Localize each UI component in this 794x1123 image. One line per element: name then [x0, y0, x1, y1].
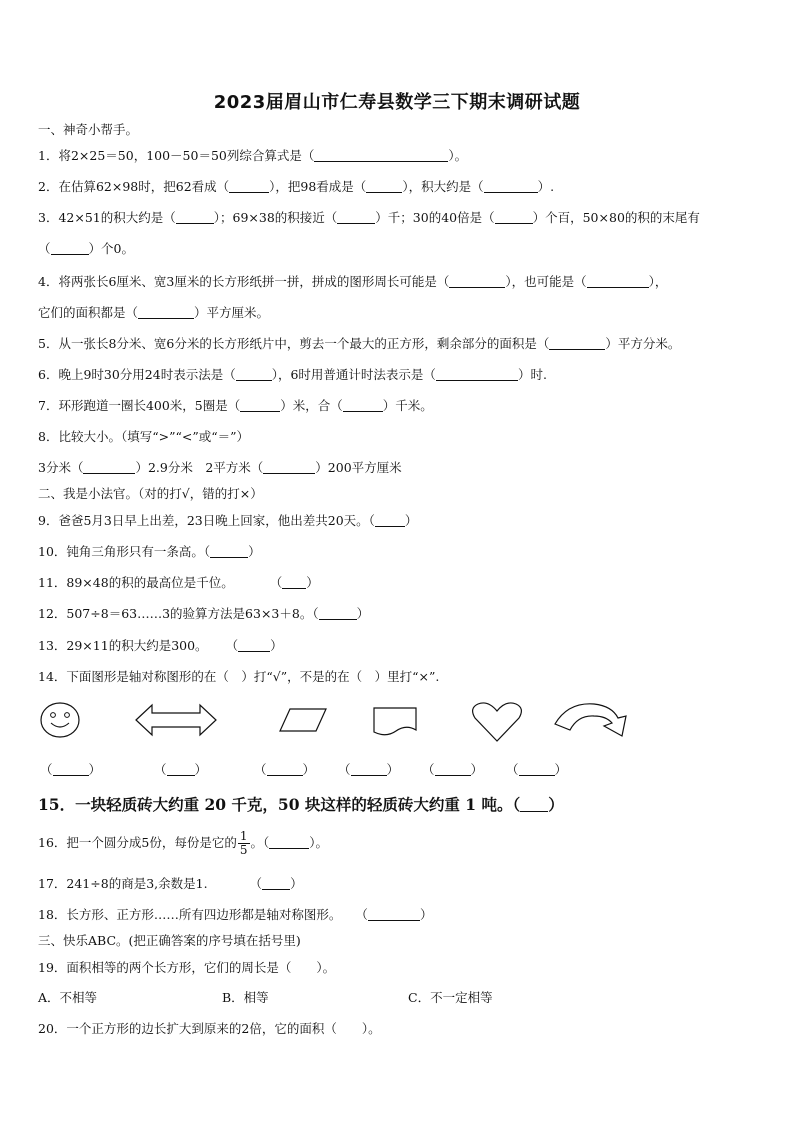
- q17-text-end: ）: [290, 876, 303, 891]
- q16-text: 16．把一个圆分成5份，每份是它的: [38, 835, 237, 850]
- question-19: 19．面积相等的两个长方形，它们的周长是（ ）。: [38, 960, 336, 975]
- fraction-numerator: 1: [239, 829, 248, 843]
- q11-text-end: ）: [306, 575, 319, 590]
- q11-text: 11．89×48的积的最高位是千位。: [38, 575, 234, 590]
- q11-paren-open: （: [269, 575, 283, 590]
- q3-blank-3[interactable]: [495, 211, 533, 224]
- section-1-heading: 一、神奇小帮手。: [38, 122, 139, 137]
- question-2: [38, 177, 554, 195]
- q14-blank-5[interactable]: [435, 765, 471, 776]
- q14-paren-open: （: [506, 762, 519, 777]
- page-title: 2023届眉山市仁寿县数学三下期末调研试题: [213, 92, 581, 113]
- q6-blank-2[interactable]: [436, 368, 518, 381]
- q15-text-end: ）: [548, 795, 564, 814]
- question-4-cont: [38, 303, 269, 321]
- q14-answer-2[interactable]: [154, 760, 207, 778]
- question-10: [38, 542, 261, 560]
- q1-text: 1．将2×25＝50，100－50＝50列综合算式是（: [38, 148, 315, 163]
- q4-text-c: ），: [648, 274, 668, 289]
- q14-blank-4[interactable]: [351, 765, 387, 776]
- q3-text-c: ）千；30的40倍是（: [375, 210, 495, 225]
- q8-text-c: ）200平方厘米: [315, 460, 402, 475]
- q2-text-b: ），把98看成是（: [269, 179, 367, 194]
- q14-answer-6[interactable]: [506, 760, 567, 778]
- question-8-row: [38, 458, 402, 476]
- q17-paren-open: （: [249, 876, 263, 891]
- question-1: [38, 146, 467, 164]
- q6-blank-1[interactable]: [236, 368, 272, 381]
- fraction-one-fifth: [238, 830, 250, 857]
- q7-text-c: ）千米。: [382, 398, 433, 413]
- fraction-denominator: 5: [239, 843, 248, 857]
- question-6: [38, 365, 547, 383]
- q13-text: 13．29×11的积大约是300。: [38, 638, 208, 653]
- q2-text-d: ）.: [537, 179, 555, 194]
- q18-paren-open: （: [355, 907, 368, 922]
- q4-text-d: 它们的面积都是（: [38, 305, 139, 320]
- q14-blank-6[interactable]: [519, 765, 555, 776]
- question-3-cont: [38, 239, 134, 257]
- q14-answer-5[interactable]: [422, 760, 483, 778]
- q3-text-f: ）个0。: [88, 241, 134, 256]
- wavy-flag-icon: [370, 704, 422, 738]
- question-9: [38, 511, 417, 529]
- question-12: [38, 604, 369, 622]
- q3-text-e: （: [38, 241, 51, 256]
- question-18: [38, 905, 432, 923]
- heart-icon: [470, 700, 524, 744]
- q7-blank-2[interactable]: [343, 399, 383, 412]
- q3-text-b: ）；69×38的积接近（: [213, 210, 338, 225]
- q3-blank-2[interactable]: [337, 211, 375, 224]
- q10-text: 10．钝角三角形只有一条高。（: [38, 544, 211, 559]
- q17-blank[interactable]: [262, 877, 290, 890]
- question-4: [38, 272, 667, 290]
- q2-text-c: ），积大约是（: [402, 179, 484, 194]
- question-8: 8．比较大小。（填写“>”“<”或“＝”）: [38, 429, 249, 444]
- q19-option-c[interactable]: C．不一定相等: [408, 990, 493, 1005]
- q19-option-a[interactable]: A．不相等: [38, 990, 98, 1005]
- q16-text-end: ）。: [309, 835, 329, 850]
- q1-text-end: ）。: [448, 148, 468, 163]
- section-2-heading: 二、我是小法官。（对的打√，错的打×）: [38, 486, 263, 501]
- question-17: [38, 874, 303, 892]
- q14-blank-3[interactable]: [267, 765, 303, 776]
- q7-text-a: 7．环形跑道一圈长400米，5圈是（: [38, 398, 241, 413]
- q11-blank[interactable]: [282, 576, 306, 589]
- q9-text: 9．爸爸5月3日早上出差，23日晚上回家，他出差共20天。（: [38, 513, 375, 528]
- q4-text-e: ）平方厘米。: [194, 305, 270, 320]
- q6-text-a: 6．晚上9时30分用24时表示法是（: [38, 367, 236, 382]
- q14-paren-open: （: [254, 762, 267, 777]
- q13-text-end: ）: [270, 638, 283, 653]
- q19-option-b[interactable]: B．相等: [222, 990, 269, 1005]
- q2-text-a: 2．在估算62×98时，把62看成（: [38, 179, 230, 194]
- q18-text-end: ）: [419, 907, 433, 922]
- q3-blank-1[interactable]: [176, 211, 214, 224]
- q4-text-b: ），也可能是（: [505, 274, 587, 289]
- question-11: [38, 573, 319, 591]
- q12-blank[interactable]: [319, 607, 357, 620]
- q14-blank-2[interactable]: [167, 765, 195, 776]
- question-13: [38, 636, 283, 654]
- question-5: [38, 334, 680, 352]
- double-arrow-icon: [134, 702, 218, 738]
- q4-blank-3[interactable]: [138, 306, 194, 319]
- q4-blank-2[interactable]: [587, 275, 649, 288]
- q14-answer-1[interactable]: [40, 760, 101, 778]
- q14-paren-open: （: [154, 762, 167, 777]
- question-7: [38, 396, 433, 414]
- q6-text-c: ）时.: [517, 367, 547, 382]
- q14-paren-open: （: [422, 762, 435, 777]
- q4-text-a: 4．将两张长6厘米、宽3厘米的长方形纸拼一拼，拼成的图形周长可能是（: [38, 274, 450, 289]
- q14-paren-open: （: [40, 762, 53, 777]
- q5-text-end: ）平方分米。: [605, 336, 681, 351]
- q8-text-b: ）2.9分米 2平方米（: [135, 460, 264, 475]
- q14-blank-1[interactable]: [53, 765, 89, 776]
- q3-text-a: 3．42×51的积大约是（: [38, 210, 176, 225]
- q12-text: 12．507÷8＝63……3的验算方法是63×3＋8。（: [38, 606, 319, 621]
- q10-text-end: ）: [248, 544, 261, 559]
- q13-blank[interactable]: [238, 639, 270, 652]
- q6-text-b: ），6时用普通计时法表示是（: [271, 367, 436, 382]
- q9-text-end: ）: [404, 513, 418, 528]
- question-20: 20．一个正方形的边长扩大到原来的2倍，它的面积（ ）。: [38, 1021, 381, 1036]
- q14-paren-close: ）: [554, 762, 568, 777]
- q2-blank-3[interactable]: [484, 180, 538, 193]
- q14-paren-close: ）: [302, 762, 316, 777]
- q16-blank[interactable]: [269, 836, 309, 849]
- q18-blank[interactable]: [368, 908, 420, 921]
- q17-text: 17．241÷8的商是3,余数是1.: [38, 876, 208, 891]
- q14-paren-open: （: [338, 762, 351, 777]
- q3-text-d: ）个百，50×80的积的末尾有: [532, 210, 700, 225]
- q2-blank-1[interactable]: [229, 180, 269, 193]
- q8-blank-1[interactable]: [83, 461, 135, 474]
- q2-blank-2[interactable]: [366, 180, 402, 193]
- q14-paren-close: ）: [470, 762, 484, 777]
- question-15: [38, 793, 564, 815]
- q15-text: 15．一块轻质砖大约重 20 千克，50 块这样的轻质砖大约重 1 吨。（: [38, 795, 521, 814]
- q1-blank[interactable]: [314, 149, 448, 162]
- q7-text-b: ）米，合（: [280, 398, 343, 413]
- parallelogram-icon: [278, 706, 330, 734]
- q15-blank[interactable]: [520, 797, 548, 812]
- q7-blank-1[interactable]: [240, 399, 280, 412]
- q13-paren-open: （: [225, 638, 239, 653]
- question-16: [38, 830, 328, 857]
- q8-blank-2[interactable]: [263, 461, 315, 474]
- q4-blank-1[interactable]: [449, 275, 505, 288]
- q5-text: 5．从一张长8分米、宽6分米的长方形纸片中，剪去一个最大的正方形，剩余部分的面积是（: [38, 336, 550, 351]
- q3-blank-4[interactable]: [51, 242, 89, 255]
- q18-text: 18．长方形、正方形……所有四边形都是轴对称图形。: [38, 907, 342, 922]
- curved-arrow-icon: [552, 700, 636, 740]
- q14-answer-3[interactable]: [254, 760, 315, 778]
- q8-text-a: 3分米（: [38, 460, 84, 475]
- q9-blank[interactable]: [375, 514, 405, 527]
- smiley-face-icon: [38, 700, 84, 740]
- q14-answer-4[interactable]: [338, 760, 399, 778]
- section-3-heading: 三、快乐ABC。(把正确答案的序号填在括号里): [38, 933, 301, 948]
- q16-text-mid: 。（: [250, 835, 270, 850]
- question-14: 14．下面图形是轴对称图形的在（ ）打“√”，不是的在（ ）里打“×”.: [38, 669, 440, 684]
- q14-paren-close: ）: [88, 762, 102, 777]
- question-3: [38, 208, 700, 226]
- q12-text-end: ）: [356, 606, 370, 621]
- q5-blank[interactable]: [549, 337, 605, 350]
- q14-paren-close: ）: [386, 762, 400, 777]
- q10-blank[interactable]: [210, 545, 248, 558]
- q14-paren-close: ）: [194, 762, 208, 777]
